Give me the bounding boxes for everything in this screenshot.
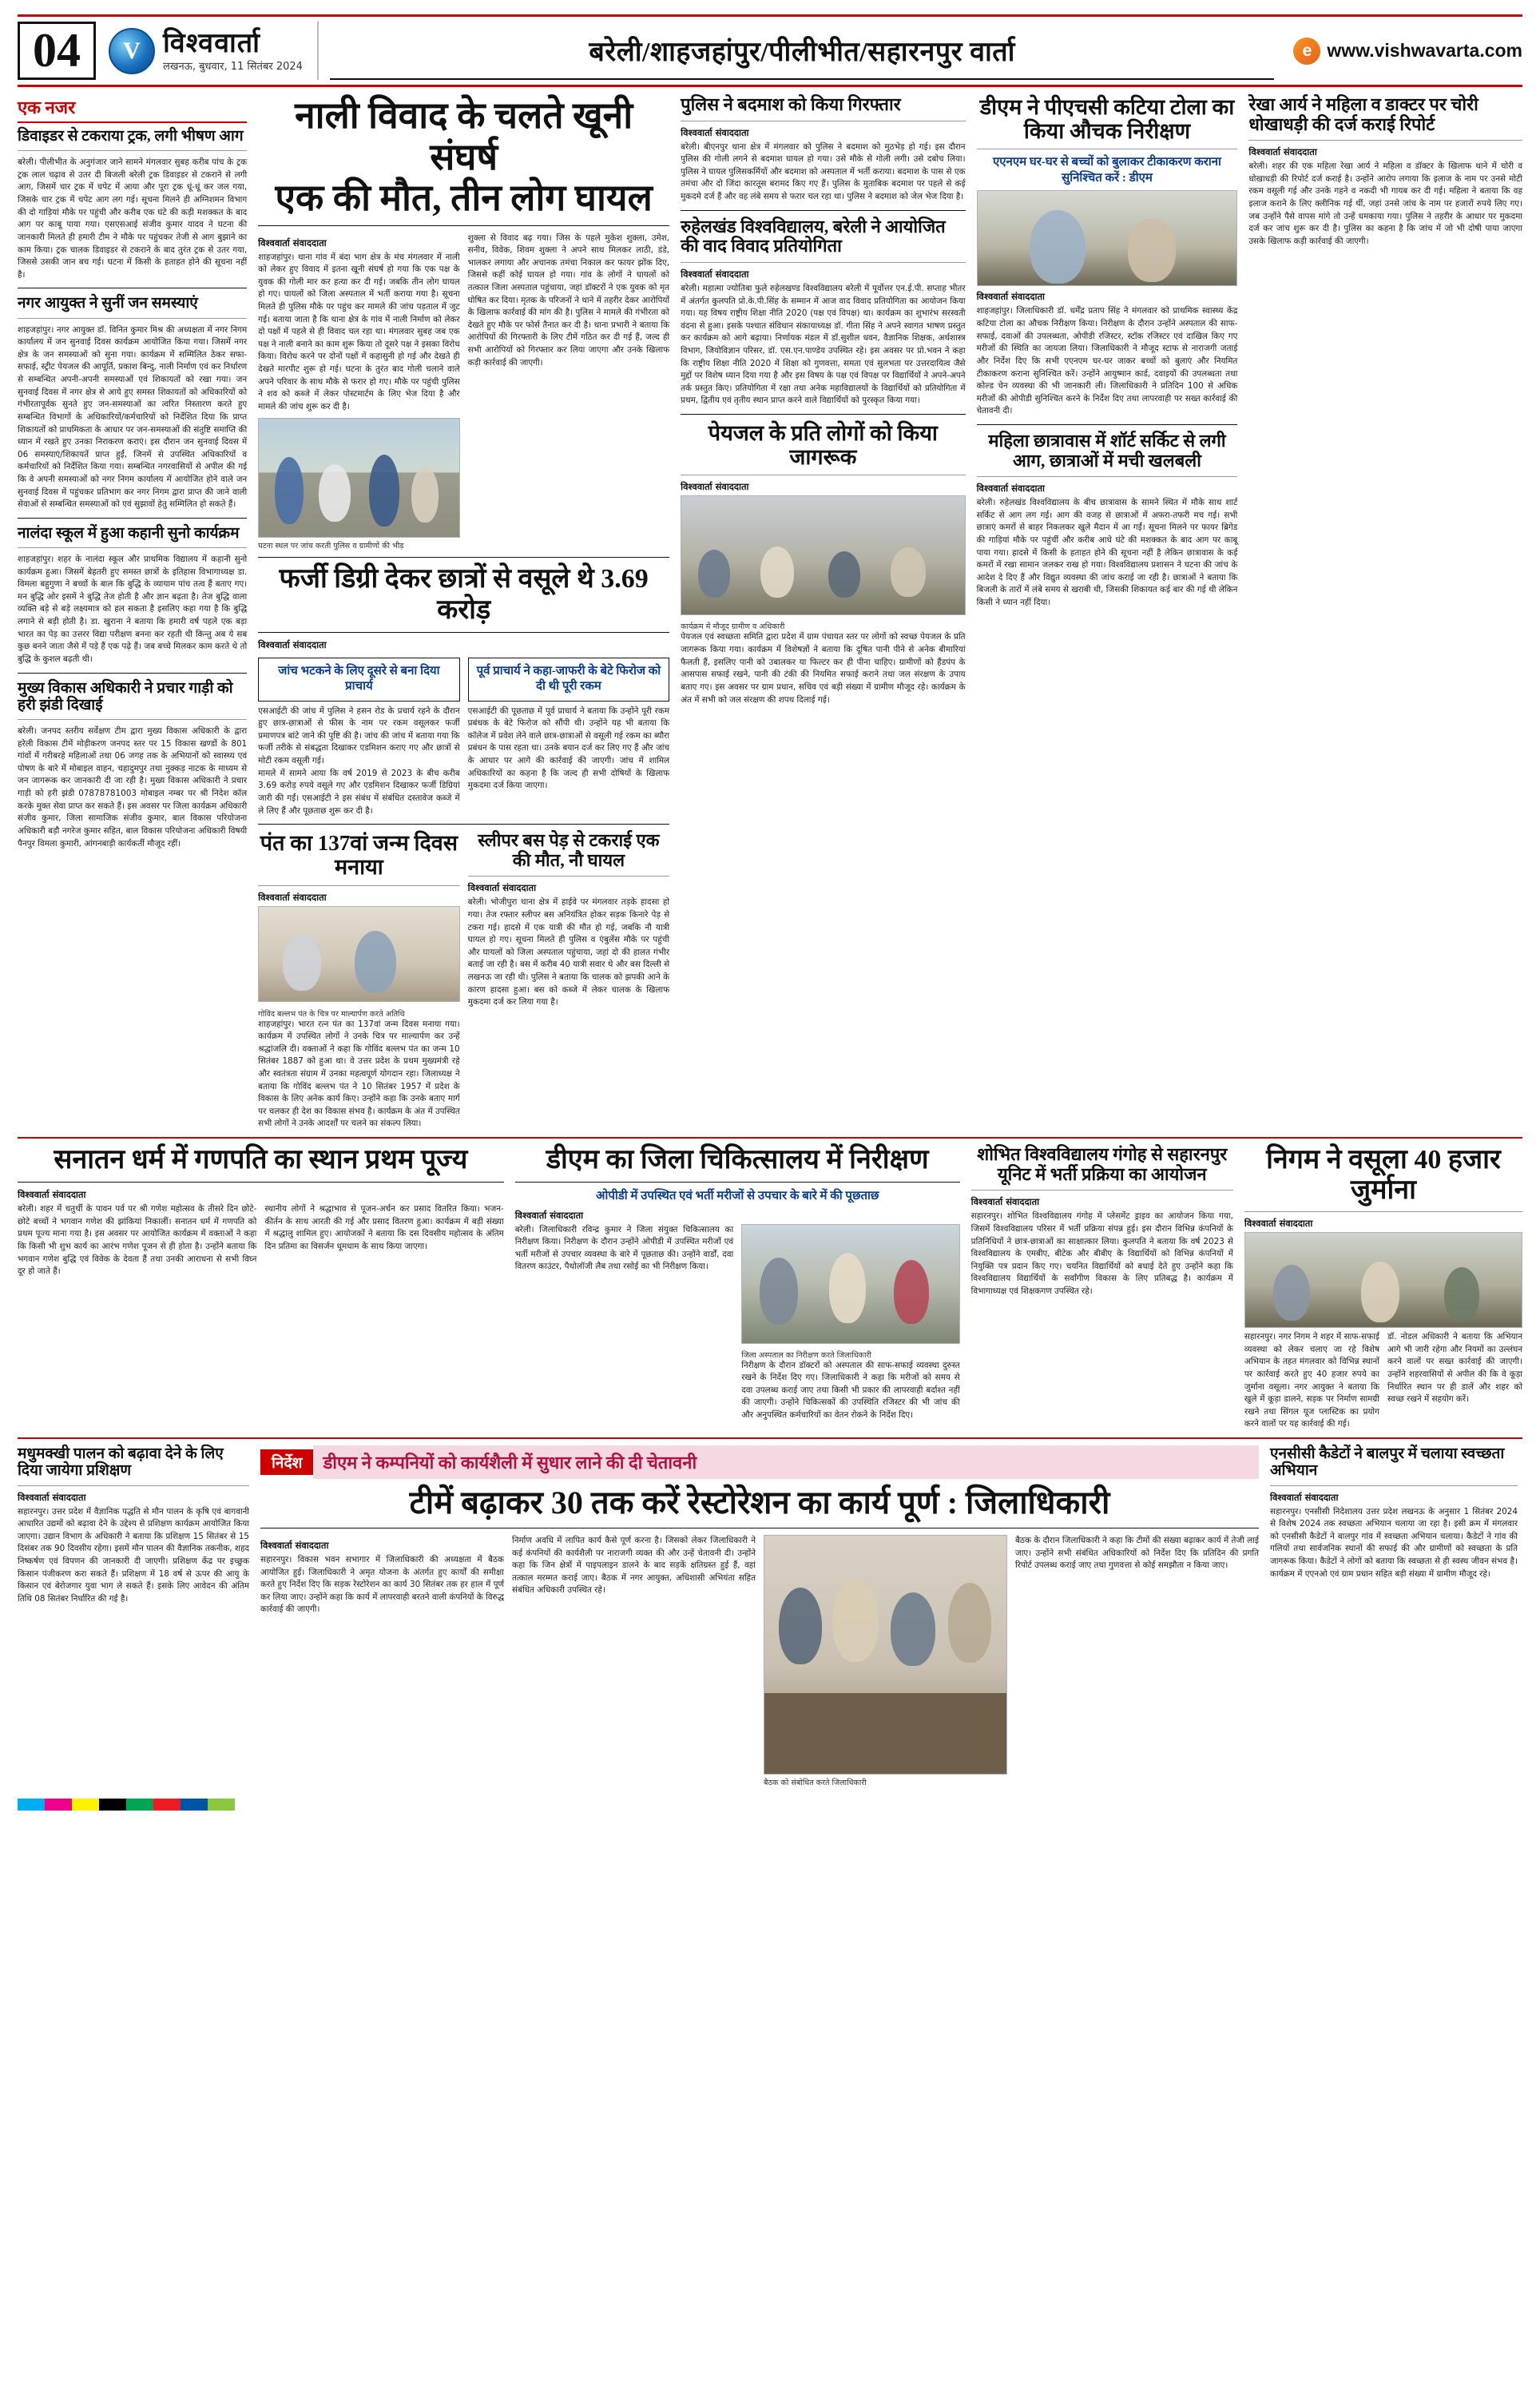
column-four (977, 95, 1238, 1131)
divider (18, 547, 247, 548)
headline: डिवाइडर से टकराया ट्रक, लगी भीषण आग (18, 128, 244, 145)
divider (681, 210, 965, 211)
dm-inspection-article (977, 95, 1238, 418)
dm-inspection-photo (977, 190, 1238, 286)
divider (258, 557, 669, 558)
article-body: सहारनपुर। विकास भवन सभागार में जिलाधिकारी की अध्यक्षता में बैठक आयोजित हुई। जिलाधिकारी ने अमृत योजना के अंतर्गत हुए कार्यों की समीक्षा करते हुए निर्देश दिए कि सड़क रेस्टोरेशन का कार्य 30 सितंबर तक हर हाल में पूर्ण कर लिया जाए। उन्होंने कहा कि कार्य में लापरवाही बरतने वाली कंपनियों के विरुद्ध कार्रवाई की जाएगी। (260, 1554, 504, 1615)
color-swatch (99, 1799, 126, 1811)
lead-photo (258, 418, 459, 538)
photo-caption: जिला अस्पताल का निरीक्षण करते जिलाधिकारी (741, 1350, 871, 1360)
univ-dispute-article (681, 217, 965, 407)
color-swatch (126, 1799, 153, 1811)
sub-headline: ओपीडी में उपस्थित एवं भर्ती मरीजों से उपचार के बारे में की पूछताछ (595, 1190, 879, 1203)
color-swatch (153, 1799, 181, 1811)
divider (18, 150, 247, 151)
headline: स्लीपर बस पेड़ से टकराई एक की मौत, नौ घायल (478, 830, 660, 870)
upper-section (18, 95, 1522, 1131)
article-body: एसआईटी की पूछताछ में पूर्व प्राचार्य ने बताया कि उन्होंने पूरी रकम प्रबंधक के बेटे फिरोज को सौंपी थी। उन्होंने यह भी बताया कि कॉलेज में प्रवेश लेने वाले छात्र-छात्राओं से वसूली गई रकम का ब्यौरा प्रबंधन के पास रहता था। उनके बयान दर्ज कर लिए गए हैं और जांच के आधार पर आगे की कार्रवाई की जाएगी। जांच में शामिल अधिकारियों का कहना है कि जल्द ही सभी दोषियों के खिलाफ मुकदमा दर्ज किया जाएगा। (467, 706, 670, 791)
column-three (681, 95, 965, 1131)
lead-body-columns (258, 233, 669, 551)
ncc-article (1270, 1445, 1518, 1787)
photo-caption: बैठक को संबोधित करते जिलाधिकारी (764, 1778, 867, 1787)
article-body: निरीक्षण के दौरान डॉक्टरों को अस्पताल की साफ-सफाई व्यवस्था दुरुस्त रखने के निर्देश दिए गए। जिलाधिकारी ने कहा कि मरीजों को समय से दवा उपलब्ध कराई जाए तथा किसी भी प्रकार की लापरवाही बर्दाश्त नहीं की जाएगी। उन्होंने चिकित्सकों की उपस्थिति रजिस्टर की भी जांच की और अनुपस्थित कर्मचारियों का वेतन रोकने के निर्देश दिए। (741, 1360, 960, 1421)
article-body: शाहजहांपुर। भारत रत्न पंत का 137वां जन्म दिवस मनाया गया। कार्यक्रम में उपस्थित लोगों ने उनके चित्र पर माल्यार्पण कर उन्हें श्रद्धांजलि दी। वक्ताओं ने कहा कि गोविंद बल्लभ पंत का जन्म 10 सितंबर 1887 को हुआ था। वे उत्तर प्रदेश के प्रथम मुख्यमंत्री रहे और स्वतंत्रता संग्राम में उनका महत्वपूर्ण योगदान रहा। जिलाध्यक्ष ने बताया कि गोविंद बल्लभ पंत ने 10 सितंबर 1957 में प्रदेश के विकास के लिए अनेक कार्य किए। उन्होंने कहा कि उनके बताए मार्ग पर चलकर ही देश का विकास संभव है। कार्यक्रम के अंत में उपस्थित सभी लोगों ने उनके आदर्शों पर चलने का संकल्प लिया। (258, 1019, 460, 1129)
divider (515, 1182, 960, 1183)
headline: टीमें बढ़ाकर 30 तक करें रेस्टोरेशन का कार्य पूर्ण : जिलाधिकारी (409, 1485, 1110, 1521)
byline: विश्ववार्ता संवाददाता (258, 237, 327, 248)
headline: शोभित विश्वविद्यालय गंगोह से सहारनपुर यूनिट में भर्ती प्रक्रिया का आयोजन (977, 1144, 1228, 1184)
masthead (18, 14, 1522, 87)
divider (977, 424, 1238, 425)
headline: नालंदा स्कूल में हुआ कहानी सुनो कार्यक्रम (18, 524, 240, 542)
divider (258, 824, 669, 825)
color-swatch (18, 1799, 45, 1811)
article-body: शाहजहांपुर। जिलाधिकारी डॉ. धर्मेंद्र प्रताप सिंह ने मंगलवार को प्राथमिक स्वास्थ्य केंद्र कटिया टोला का औचक निरीक्षण किया। निरीक्षण के दौरान उन्होंने अस्पताल की साफ-सफाई, दवाओं की उपलब्धता, ओपीडी रजिस्टर, स्टॉक रजिस्टर एवं दाखिल किए गए मरीजों की स्थिति का जायजा लिया। जिलाधिकारी ने मौजूद स्टाफ से नाराजगी जताई और निर्देश दिए कि सभी एएनएम घर-घर जाकर बच्चों को बुलाएं और नियमित टीकाकरण कराना सुनिश्चित करें। उन्होंने आयुष्मान कार्ड, दवाइयों की उपलब्धता तथा कोल्ड चेन व्यवस्था की भी जानकारी ली। जिलाधिकारी ने प्रतिदिन 100 से अधिक मरीजों की ओपीडी सुनिश्चित करने के निर्देश दिए तथा लापरवाही पर सख्त कार्रवाई की चेतावनी दी। (976, 306, 1238, 416)
color-swatch (181, 1799, 208, 1811)
globe-icon: e (1293, 38, 1320, 65)
sub-headline: जांच भटकने के लिए दूसरे से बना दिया प्राचार्य (258, 658, 459, 702)
byline: विश्ववार्ता संवाददाता (18, 1189, 86, 1201)
byline: विश्ववार्ता संवाददाता (1270, 1491, 1339, 1503)
divider (18, 1485, 249, 1486)
article-body: शाहजहांपुर। शहर के नालंदा स्कूल और प्राथमिक विद्यालय में कहानी सुनो कार्यक्रम हुआ। जिसमें बेहतरी हुए समस्त छात्रों के इतिहास विभागाध्यक्ष डा. विमला बहुगुणा ने बच्चों के बाल कि बुद्धि के व्यायाम पांच तत्व हैं बताए गए। मन बुद्धि ओर इसमें ने बुद्धि तेज होती है और ज्ञान बढ़ता है। तेज बुद्धि वाला व्यक्ति बड़े से बड़े लक्ष्यमात्र को हल सकता है इसलिए कहा गया है कि बुद्धि लगाने से बड़ी होती है। डा. खुराना ने बताया कि हमारी वर्ष पहले एक बड़ा भारत का पेड़ का उत्तरर विद्या परीक्षण बनना कर रहती थी किन्तु अब ये सब कुछ बनने जाता जैसे में पड़े हैं एक पढ़े हैं। जब बच्चे मिलकर काम करते थे तो बुद्धि के कुशल बढ़ती थी। (18, 555, 248, 664)
headline: पुलिस ने बदमाश को किया गिरफ्तार (681, 94, 901, 114)
directive-banner-text: डीएम ने कम्पनियों को कार्यशैली में सुधार लाने की दी चेतावनी (313, 1445, 1259, 1479)
edition-title: बरेली/शाहजहांपुर/पीलीभीत/सहारनपुर वार्ता (330, 22, 1274, 80)
article-body: सहारनपुर। उत्तर प्रदेश में वैज्ञानिक पद्धति से मौन पालन के कृषि एवं बागवानी आधारित उद्यमों को बढ़ावा देने के उद्देश्य से प्रशिक्षण कार्यक्रम आयोजित किया जाएगा। उद्यान विभाग के अधिकारी ने बताया कि प्रशिक्षण 15 सितंबर से 15 दिसंबर तक 90 दिवसीय रहेगा। इसमें मौन पालन की वैज्ञानिक तकनीक, शहद निष्कर्षण एवं विपणन की जानकारी दी जाएगी। प्रशिक्षण केंद्र पर इच्छुक किसान पंजीकरण करा सकते हैं। प्रशिक्षण में 18 वर्ष से ऊपर की आयु के किसान एवं बेरोजगार युवा भाग ले सकते हैं। इसके लिए आवेदन की अंतिम तिथि 08 सितंबर निर्धारित की गई है। (18, 1506, 249, 1604)
fake-degree-article (258, 564, 669, 817)
headline: मधुमक्खी पालन को बढ़ावा देने के लिए दिया जायेगा प्रशिक्षण (18, 1445, 224, 1480)
sub-headline: पूर्व प्राचार्य ने कहा-जाफरी के बेटे फिरोज को दी थी पूरी रकम (468, 658, 669, 702)
divider (18, 318, 247, 319)
hospital-photo (741, 1224, 959, 1344)
byline: विश्ववार्ता संवाददाता (970, 1196, 1040, 1208)
byline: विश्ववार्ता संवाददाता (1248, 146, 1317, 158)
byline: विश्ववार्ता संवाददाता (1244, 1218, 1313, 1230)
article-body: शाहजहांपुर। थाना गांव में बंदा भाग क्षेत्र के मंच मंगलवार में नाली को लेकर हुए विवाद में इतना खूनी संघर्ष हो गया कि एक पक्ष के युवक की गोली मार कर हत्या कर दी गई। जबकि तीन लोग घायल हो गए। घायलों को जिला अस्पताल में भर्ती कराया गया है। सूचना मिलते ही पुलिस मौके पर पहुंच कर मामले की जांच पड़ताल में जुट गई। बताया जाता है कि थाना क्षेत्र के गांव में नाली निर्माण को लेकर दो पक्षों में पहले से ही विवाद चल रहा था। मंगलवार सुबह जब एक पक्ष ने नाली बनाने का काम शुरू किया तो दूसरे पक्ष ने इसका विरोध किया। विरोध करने पर दोनों पक्षों में कहासुनी हो गई और देखते ही देखते मारपीट शुरू हो गई। घटना के तुरंत बाद गोली चलाने वाले अपने परिवार के साथ मौके से फरार हो गए। मौके पर पहुंची पुलिस ने शव को कब्जे में लेकर पोस्टमार्टम के लिए भेज दिया है और मामले की जांच शुरू कर दी है। (258, 252, 460, 411)
byline: विश्ववार्ता संवाददाता (258, 891, 327, 903)
column-lead (258, 95, 669, 1131)
headline: फर्जी डिग्री देकर छात्रों से वसूले थे 3.69 करोड़ (279, 564, 649, 625)
paper-dateline: लखनऊ, बुधवार, 11 सितंबर 2024 (163, 60, 303, 73)
divider (468, 876, 669, 877)
divider (1248, 140, 1522, 141)
byline: विश्ववार्ता संवाददाता (976, 291, 1046, 303)
byline: विश्ववार्ता संवाददाता (514, 1209, 584, 1221)
divider (258, 632, 669, 633)
headline: सनातन धर्म में गणपति का स्थान प्रथम पूज्य (54, 1145, 468, 1175)
article-body: निर्माण अवधि में लापित कार्य कैसे पूर्ण करना है। जिसको लेकर जिलाधिकारी ने कई कंपनियों की कार्यशैली पर नाराजगी व्यक्त की और उन्हें चेतावनी दी। उन्होंने कहा कि जिन क्षेत्रों में पाइपलाइन डालने के बाद सड़कें क्षतिग्रस्त हुई हैं, वहां तत्काल मरम्मत कराई जाए। बैठक में नगर आयुक्त, अधिशासी अभियंता सहित संबंधित अधिकारी उपस्थित रहे। (512, 1535, 756, 1596)
news-item (18, 295, 247, 511)
directive-photo (764, 1535, 1007, 1775)
article-body: बरेली। शहर की एक महिला रेखा आर्य ने महिला व डॉक्टर के खिलाफ थाने में चोरी व धोखाधड़ी की रिपोर्ट दर्ज कराई है। उन्होंने आरोप लगाया कि इलाज के नाम पर उनसे मोटी रकम वसूली गई और उनके गहने व नकदी भी गायब कर दी गई। महिला ने बताया कि वह इलाज कराने के लिए क्लीनिक गई थीं, जहां उनसे जांच के नाम पर हजारों रुपये लिए गए। जब उन्होंने पैसे वापस मांगे तो उन्हें धमकाया गया। पुलिस ने तहरीर के आधार पर मुकदमा दर्ज कर जांच शुरू कर दी है। पुलिस का कहना है कि जांच में जो भी दोषी पाया जाएगा उसके खिलाफ कड़ी कार्रवाई की जाएगी। (1248, 161, 1522, 246)
headline: डीएम ने पीएचसी कटिया टोला का किया औचक निरीक्षण (979, 95, 1235, 144)
beekeeping-article (18, 1445, 249, 1787)
article-body: सहारनपुर। एनसीसी निदेशालय उत्तर प्रदेश लखनऊ के अनुसार 1 सितंबर 2024 से विशेष 2024 तक स्वच्छता अभियान चलाया जा रहा है। इसी क्रम में मंगलवार को एनसीसी कैडेटों ने बालपुर गांव में स्वच्छता अभियान चलाया। कैडेटों ने गांव की गलियों तथा सार्वजनिक स्थानों की सफाई की और ग्रामीणों को स्वच्छता के प्रति जागरूक किया। कैडेटों ने लोगों को बताया कि स्वच्छता से ही स्वस्थ जीवन संभव है। कार्यक्रम में एएनओ एवं ग्राम प्रधान सहित बड़ी संख्या में ग्रामीण मौजूद रहे। (1270, 1506, 1518, 1579)
section-divider (18, 1137, 1522, 1139)
byline: विश्ववार्ता संवाददाता (681, 481, 749, 493)
directive-tag: निर्देश (260, 1449, 313, 1475)
byline: विश्ववार्ता संवाददाता (18, 1491, 86, 1503)
byline: विश्ववार्ता संवाददाता (681, 268, 749, 280)
ganpati-article (18, 1145, 504, 1431)
divider (1244, 1211, 1522, 1212)
divider (18, 1182, 504, 1183)
sub-headline: एएनएम घर-घर से बच्चों को बुलाकर टीकाकरण कराना सुनिश्चित करें : डीएम (992, 156, 1221, 185)
article-body: शाहजहांपुर। नगर आयुक्त डॉ. विनित कुमार मिश्र की अध्यक्षता में नगर निगम कार्यालय में जन सुनवाई दिवस कार्यक्रम आयोजित किया गया। जिसमें नगर क्षेत्र के जन समस्याओं को सुना गया। कार्यक्रम में सम्मिलित ठेकर सफा-सफाई, स्ट्रीट पेयजल की आपूर्ति, प्रकाश बिन्दु, नाली निर्माण एवं कर निर्धारण से सम्बन्धित अपनी-अपनी समस्याओं एवं शिकायतों को रखा गया। जन सुनवाई दिवस में नगर क्षेत्र से आये हुए समस्त शिकायतों को अधिकारियों को गंभीरतापूर्वक सुनते हुए जन-समस्याओं का त्वरित निस्तारण करते हुए सम्बन्धित विभागों के अधिकारियों/कर्मचारियों को निर्देशित दिया कि प्राप्त शिकायतों को प्राथमिकता के आधार पर जन-समस्याओं की संतुष्टि समाप्ति की ध्यान में रखते हुए उनका निराकरण कराएं। इस दौरान जन सुनवाई दिवस में 06 समस्याएं/शिकायतें प्राप्त हुईं, जिनमें से उपस्थित अधिकारियों व कर्मचारियों को निर्देशित किया गया। सम्बन्धित नगरवासियों से अपील की गई कि वे अपनी समस्याओं को नगर निगम कार्यालय में आयोजित होने वाले जन सुनवाई दिवस में पहुंचकर प्रतिभाग कर नगर निगम द्वारा प्राप्त की जाने वाली सेवाओं से सम्बन्धित समस्याओं को एवं सुझावों हेतु सम्मिलित हो सकते हैं। (18, 324, 248, 510)
pant-and-bus (258, 831, 669, 1131)
paper-logo (109, 22, 319, 80)
section-divider (18, 1437, 1522, 1439)
divider (18, 719, 247, 720)
photo-caption: कार्यक्रम में मौजूद ग्रामीण व अधिकारी (681, 622, 785, 632)
byline: विश्ववार्ता संवाददाता (260, 1539, 329, 1551)
page-number: 04 (18, 22, 96, 80)
paper-name: विश्ववार्ता (163, 28, 260, 58)
divider (258, 225, 669, 226)
headline: पंत का 137वां जन्म दिवस मनाया (260, 831, 458, 880)
article-body: बरेली। बीएनपुर थाना क्षेत्र में मंगलवार को पुलिस ने बदमाश को मुठभेड़ हो गई। इस दौरान पुलिस की गोली लगने से बदमाश घायल हो गया। उसे मौके से गोली लगी। उसे दबोच लिया। पुलिस ने घायल पुलिसकर्मियों और बदमाश को अस्पताल में भर्ती कराया। बदमाश के पास से एक तमंचा और दो जिंदा कारतूस बरामद किए गए हैं। पुलिस के मुताबिक बदमाश पर पहले से कई मुकदमे दर्ज हैं और वह लंबे समय से फरार चल रहा था। पुलिस ने बदमाश को जेल भेज दिया है। (681, 141, 966, 202)
headline: महिला छात्रावास में शॉर्ट सर्किट से लगी आग, छात्राओं में मची खलबली (988, 430, 1226, 471)
article-body: सहारनपुर। शोभित विश्वविद्यालय गंगोह में प्लेसमेंट ड्राइव का आयोजन किया गया, जिसमें विश्वविद्यालय परिसर में भर्ती प्रक्रिया संपन्न हुई। इस दौरान विभिन्न कंपनियों के प्रतिनिधियों ने छात्र-छात्राओं का साक्षात्कार लिया। कुलपति ने बताया कि वर्ष 2023 से विश्वविद्यालय के एमबीए, बीटेक और बीबीए के विद्यार्थियों को विभिन्न कंपनियों में नियुक्ति पत्र प्रदान किए गए। चयनित विद्यार्थियों को बधाई देते हुए उन्होंने कहा कि विश्वविद्यालय विद्यार्थियों के सर्वांगीण विकास के लिए प्रतिबद्ध है। कार्यक्रम में विभागाध्यक्ष एवं शिक्षकगण उपस्थित रहे। (970, 1211, 1233, 1296)
headline: नगर आयुक्त ने सुनीं जन समस्याएं (18, 295, 198, 312)
divider (18, 518, 247, 519)
news-item (18, 680, 247, 851)
headline: डीएम का जिला चिकित्सालय में निरीक्षण (546, 1145, 929, 1175)
divider (681, 262, 965, 263)
article-body: बरेली। पीलीभीत के अनुगंजार जाने सामने मंगलवार सुबह करीब पांच के ट्रक ट्रक लाल चढ़ाव से उतर दी बिजली बरेली ट्रक डिवाइडर से टकराने से लगी आग, जिसमें चार ट्रक में चपेट में आया और पूरा ट्रक धूं-धूं कर जल गया, जिसके चार ट्रक में चपेट आग लग गई। सूचना मिलने ही अग्निशमन विभाग की दो गाड़ियां मौके पर पहुंची और करीब एक घंटे की कड़ी मशक्कत के बाद आग पर काबू पाया गया। एसएसआई संजीव कुमार यादव ने घटना की जानकारी मिलते ही हमारी टीम ने मौके पर पहुंचकर तेजी से आग बुझाने का काम किया। ट्रक चालक डिवाइडर से टकराने के बाद तुरंत ट्रक से उतर गया, जिससे उसकी जान बच गई। घटना में किसी के हताहत होने की सूचना नहीं है। (18, 157, 248, 280)
police-arrest-article (681, 95, 965, 204)
article-body: पेयजल एवं स्वच्छता समिति द्वारा प्रदेश में ग्राम पंचायत स्तर पर लोगों को स्वच्छ पेयजल के प्रति जागरूक किया गया। कार्यक्रम में विशेषज्ञों ने बताया कि दूषित पानी पीने से अनेक बीमारियां फैलती हैं, इसलिए पानी को उबालकर या फिल्टर कर ही पीना चाहिए। ग्रामीणों को हैंडपंप के आसपास सफाई रखने, पानी की टंकी की नियमित सफाई कराने तथा जल संरक्षण के उपाय बताए गए। इस अवसर पर ग्राम प्रधान, सचिव एवं बड़ी संख्या में ग्रामीण मौजूद रहे। कार्यक्रम के अंत में सभी को जल संरक्षण की शपथ दिलाई गई। (681, 632, 966, 705)
byline: विश्ववार्ता संवाददाता (467, 882, 537, 894)
lead-headline-line1: नाली विवाद के चलते खूनी संघर्ष (295, 95, 633, 177)
water-awareness-article (681, 421, 965, 706)
news-item (18, 525, 247, 666)
hostel-fire-article (977, 431, 1238, 610)
photo-caption: गोविंद बल्लभ पंत के चित्र पर माल्यार्पण करते अतिथि (258, 1009, 405, 1019)
article-body: स्थानीय लोगों ने श्रद्धाभाव से पूजन-अर्चन कर प्रसाद वितरित किया। भजन-कीर्तन के साथ आरती की गई और प्रसाद वितरण हुआ। कार्यक्रम में बड़ी संख्या में श्रद्धालु शामिल हुए। आयोजकों ने बताया कि दस दिवसीय महोत्सव के अंतिम दिन प्रतिमा का विसर्जन धूमधाम के साथ किया जाएगा। (264, 1204, 504, 1251)
fine-collected-article (1244, 1145, 1522, 1431)
headline: पेयजल के प्रति लोगों को किया जागरूक (708, 421, 938, 470)
article-body: बरेली। शहर में चतुर्थी के पावन पर्व पर श्री गणेश महोत्सव के तीसरे दिन छोटे-छोटे बच्चों ने भगवान गणेश की झांकियां निकालीं। सनातन धर्म में गणपति को प्रथम पूज्य माना गया है। इस अवसर पर आयोजित कार्यक्रम में वक्ताओं ने कहा कि किसी भी शुभ कार्य का आरंभ गणेश पूजन से ही होता है। उन्होंने बताया कि भगवान गणेश बुद्धि एवं विवेक के देवता हैं तथा उनकी आराधना से सभी विघ्न दूर हो जाते हैं। (18, 1204, 257, 1277)
photo-caption: घटना स्थल पर जांच करती पुलिस व ग्रामीणों की भीड़ (258, 542, 404, 551)
article-body: एसआईटी की जांच में पुलिस ने हसन रोड के प्रचार्य रहने के दौरान हुए छात्र-छात्राओं से फीस के नाम पर रकम वसूलकर फर्जी प्रमाणपत्र बांटे जाने की पुष्टि की है। जांच की जांच में बताया गया कि फर्जी तरीके से संबद्धता दिखाकर एडमिशन कराए गए और छात्रों से मोटी रकम वसूली गई। (258, 706, 460, 766)
headline: रुहेलखंड विश्वविद्यालय, बरेली ने आयोजित की वाद विवाद प्रतियोगिता (681, 216, 946, 256)
water-awareness-photo (681, 495, 965, 615)
headline: एनसीसी कैडेटों ने बालपुर में चलाया स्वच्छता अभियान (1270, 1445, 1505, 1480)
lead-headline-line2: एक की मौत, तीन लोग घायल (275, 177, 653, 219)
byline: विश्ववार्ता संवाददाता (258, 638, 327, 650)
byline: विश्ववार्ता संवाददाता (681, 126, 749, 138)
website-url-text: www.vishwavarta.com (1327, 40, 1522, 61)
article-body: बरेली। भोजीपुरा थाना क्षेत्र में हाईवे पर मंगलवार तड़के हादसा हो गया। तेज रफ्तार स्लीपर बस अनियंत्रित होकर सड़क किनारे पेड़ से टकरा गई। हादसे में एक यात्री की मौत हो गई, जबकि नौ यात्री घायल हो गए। सूचना मिलते ही पुलिस व एंबुलेंस मौके पर पहुंची और घायलों को जिला अस्पताल पहुंचाया, जहां दो की हालत गंभीर बताई जा रही है। बस में करीब 40 यात्री सवार थे और बस दिल्ली से लखनऊ जा रही थी। पुलिस ने बताया कि चालक को झपकी आने के कारण हादसा हुआ। बस को कब्जे में लेकर चालक के खिलाफ मुकदमा दर्ज कर लिया गया है। (467, 897, 670, 1008)
article-body: डॉ. नोडल अधिकारी ने बताया कि अभियान आगे भी जारी रहेगा और नियमों का उल्लंघन करने वालों पर सख्त कार्रवाई की जाएगी। उन्होंने शहरवासियों से अपील की कि वे कूड़ा निर्धारित स्थान पर ही डालें और शहर को स्वच्छ रखने में सहयोग करें। (1387, 1332, 1523, 1405)
color-swatch (208, 1799, 235, 1811)
news-item (18, 128, 247, 281)
color-swatch (72, 1799, 99, 1811)
divider (681, 414, 965, 415)
byline: विश्ववार्ता संवाददाता (976, 483, 1046, 495)
column-five (1248, 95, 1522, 1131)
article-body: बरेली। महात्मा ज्योतिबा फुले रुहेलखण्ड विश्वविद्यालय बरेली में पूर्वोत्तर एन.ई.पी. सप्ताह भीतर में अंतर्गत कुलपति प्रो.के.पी.सिंह के सम्मान में आज वाद विवाद प्रतियोगिता का आयोजन किया गया। यह विषय राष्ट्रीय शिक्षा नीति 2020 (पक्ष एवं विपक्ष) था। कार्यक्रम का शुभारंभ सरस्वती वंदना से हुआ। इसके पश्चात संविधान संकायाध्यक्ष डॉ. गीता सिंह ने अपने स्वागत भाषण प्रस्तुत कर कार्यक्रम को आगे बढ़ाया। निर्णायक मंडल में डॉ.सुशील धवन, वैज्ञानिक शिक्षक, अर्थशास्त्र विभाग, जियोविज्ञान परिसर, डॉ. एस.एन.पाण्डेय उपस्थित रहे। इस अवसर पर प्रो.भवन ने कहा कि राष्ट्रीय शिक्षा नीति 2020 में शिक्षा को गुणवत्ता, समता एवं सुलभता पर उत्तरदायित्व जैसे मुद्दों पर विशेष ध्यान दिया गया है और इस विषय के पक्ष एवं विपक्ष पर विद्यार्थियों ने अपने-अपने तर्क प्रस्तुत किए। प्रतियोगिता में रक्षा तथा अनेक महाविद्यालयों के विद्यार्थियों को प्रतियोगिता में प्रथम, द्वितीय एवं तृतीय स्थान प्राप्त करने वाले विद्यार्थियों को पुरस्कृत किया गया। (681, 283, 966, 406)
article-body: शुक्ला से विवाद बढ़ गया। जिस के पहले मुकेश शुक्ला, उमेश, सनीव, विवेक, शिवम शुक्ला ने अपने साथ मिलकर लाठी, डंडे, भालकर लगाया और अचानक तमंचा निकाल कर फायर झोंक दिए, जिससे कहीं कोई घायल हो गया। गांव के लोगों ने घायलों को तत्काल जिला अस्पताल पहुंचाया, जहां डॉक्टरों ने एक युवक को मृत घोषित कर दिया। मृतक के परिजनों ने थाने में तहरीर देकर आरोपियों के खिलाफ कार्रवाई की मांग की है। पुलिस ने मामले की गंभीरता को देखते हुए मौके पर फोर्स तैनात कर दी है। थाना प्रभारी ने बताया कि आरोपियों की गिरफ्तारी के लिए टीमें गठित कर दी गई हैं, जल्द ही सभी आरोपियों को गिरफ्तार कर लिया जाएगा और उनके खिलाफ कड़ी कार्रवाई की जाएगी। (467, 233, 670, 368)
column-one-look (18, 95, 247, 1131)
globe-logo-icon: V (109, 28, 155, 74)
headline: निगम ने वसूला 40 हजार जुर्माना (1266, 1145, 1501, 1206)
article-body: मामले में सामने आया कि वर्ष 2019 से 2023 के बीच करीब 3.69 करोड़ रुपये वसूले गए और एडमिशन दिखाकर फर्जी डिग्रियां जारी की गईं। एसआईटी ने इस संबंध में संबंधित दस्तावेज कब्जे में ले लिए हैं और पूछताछ शुरू कर दी है। (258, 768, 460, 816)
pant-photo (258, 906, 459, 1002)
article-body: बरेली। रुहेलखंड विश्वविद्यालय के बीच छात्रावास के सामने स्थित में मौके साथ शार्ट सर्किट से आग लग गई। आग की वजह से छात्राओं में अफरा-तफरी मच गई। सभी छात्राएं कमरों से बाहर निकलकर खुले मैदान में आ गईं। सूचना मिलने पर फायर ब्रिगेड की गाड़ियां मौके पर पहुंचीं और करीब आधे घंटे की मशक्कत के बाद आग पर काबू पाया गया। हादसे में किसी के हताहत होने की सूचना नहीं है लेकिन छात्रावास के कई कमरों में रखा सामान जलकर राख हो गया। विश्वविद्यालय प्रशासन ने घटना की जांच के आदेश दे दिए हैं और विद्युत व्यवस्था की जांच कराई जा रही है। छात्राओं ने बताया कि बिजली के तारों में लंबे समय से खराबी थी, जिसकी शिकायत कई बार की गई थी लेकिन किसी ने ध्यान नहीं दिया। (976, 498, 1238, 608)
registration-color-bar (18, 1799, 1522, 1811)
color-swatch (45, 1799, 72, 1811)
divider (971, 1190, 1233, 1191)
hospital-inspection-article (515, 1145, 960, 1431)
divider (977, 476, 1238, 477)
divider (1270, 1485, 1518, 1486)
theft-fir-article (1248, 95, 1522, 248)
one-look-title: एक नजर (18, 95, 247, 123)
website-link[interactable] (1285, 22, 1522, 80)
middle-section (18, 1145, 1522, 1431)
headline: मुख्य विकास अधिकारी ने प्रचार गाड़ी को हरी झंडी दिखाई (18, 679, 233, 714)
article-body: बैठक के दौरान जिलाधिकारी ने कहा कि टीमों की संख्या बढ़ाकर कार्य में तेजी लाई जाए। उन्होंने सभी संबंधित अधिकारियों को निर्देश दिए कि प्रतिदिन की प्रगति रिपोर्ट उपलब्ध कराई जाए तथा गुणवत्ता से कोई समझौता न किया जाए। (1015, 1535, 1259, 1571)
shobhit-univ-article (971, 1145, 1233, 1431)
divider (258, 885, 459, 886)
article-body: बरेली। जनपद स्तरीय सर्वेक्षण टीम द्वारा मुख्य विकास अधिकारी के द्वारा हरेली विकास टीमें मोड़ीकरण जनपद स्तर पर 15 विकास खण्डों के 801 गांवों में गरीबरहे महिलाओं तथा 06 जगह तक के अभियानों को स्वास्थ्य एवं पोषण के बारे में मोबाइल वाहन, चहादुमपुर तथा नुक्कड़ नाटक के माध्यम से जन जागरूक कर जानकारी दी जा रही है। मुख्य विकास अधिकारी ने प्रचार गाड़ी को हरी झंडी 07878781003 मोबाइल नम्बर पर श्री निदेश कॉल करके मुक्त सेवा प्राप्त कर सकते हैं। इस अवसर पर जिला कार्यक्रम अधिकारी संजीव कुमार, जिला सामाजिक संजीव कुमार, बाल विकास परियोजना अधिकारी बड़ौ नगरेज कुमार सहित, बाल विकास परियोजना अधिकारी विषयी पैनपुर विमला कुमारी, आंगनबाड़ी कार्यकर्ती मौजूद रहीं। (18, 726, 248, 849)
bottom-section (18, 1445, 1522, 1787)
headline: रेखा आर्य ने महिला व डाक्टर पर चोरी धोखाधड़ी की दर्ज कराई रिपोर्ट (1248, 94, 1478, 134)
directive-article (260, 1445, 1259, 1787)
article-body: बरेली। जिलाधिकारी रविन्द्र कुमार ने जिला संयुक्त चिकित्सालय का निरीक्षण किया। निरीक्षण के दौरान उन्होंने ओपीडी में उपस्थित मरीजों एवं भर्ती मरीजों से उपचार व्यवस्था के बारे में पूछताछ की। उन्होंने वार्डों, दवा वितरण काउंटर, पैथोलॉजी लैब तथा रसोई का भी निरीक्षण किया। (514, 1224, 734, 1272)
article-body: सहारनपुर। नगर निगम ने शहर में साफ-सफाई व्यवस्था को लेकर चलाए जा रहे विशेष अभियान के तहत मंगलवार को विभिन्न स्थानों पर कार्रवाई करते हुए 40 हजार रुपये का जुर्माना वसूला। नगर आयुक्त ने बताया कि खुले में कूड़ा डालने, सड़क पर निर्माण सामग्री रखने तथा सिंगल यूज प्लास्टिक का प्रयोग करने वालों पर यह कार्रवाई की गई। (1244, 1332, 1379, 1429)
fine-photo (1244, 1232, 1522, 1328)
divider (18, 673, 247, 674)
